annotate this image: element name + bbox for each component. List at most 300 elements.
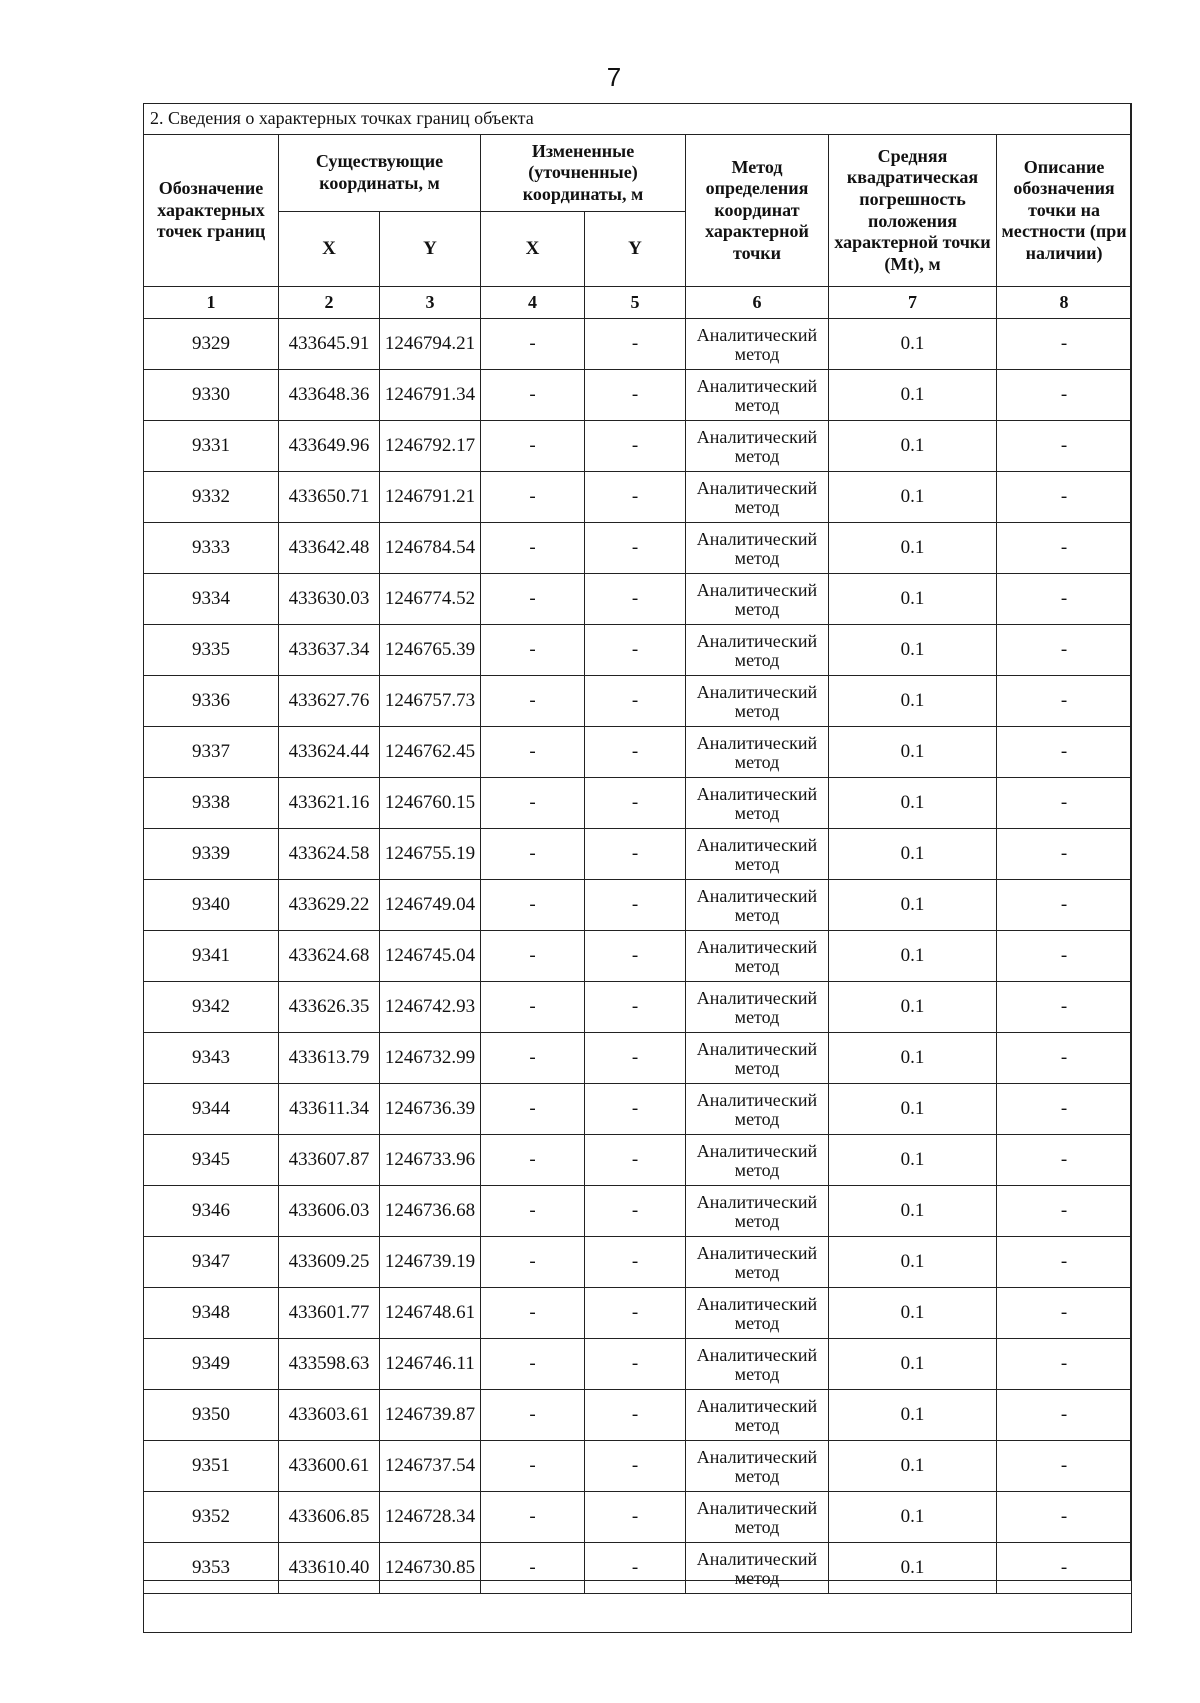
- cell-point-description: -: [997, 676, 1132, 727]
- cell-method: [686, 676, 829, 727]
- cell-existing-x: 433630.03: [279, 574, 380, 625]
- cell-changed-y: -: [585, 829, 686, 880]
- cell-point-description: -: [997, 472, 1132, 523]
- cell-point-designation: 9341: [144, 931, 279, 982]
- method-text: метод: [734, 1415, 780, 1435]
- cell-changed-y: -: [585, 1084, 686, 1135]
- method-text: Аналитический: [696, 427, 818, 448]
- cell-existing-x: 433649.96: [279, 421, 380, 472]
- table-row: [144, 370, 1132, 421]
- header-point-description: Описание обозначения точки на местности (при наличии): [997, 135, 1132, 287]
- cell-mean-square-error: 0.1: [829, 1135, 997, 1186]
- cell-mean-square-error: 0.1: [829, 1339, 997, 1390]
- cell-point-designation: 9348: [144, 1288, 279, 1339]
- method-text: метод: [734, 1109, 780, 1129]
- method-text: Аналитический: [696, 1294, 818, 1315]
- cell-changed-x: -: [481, 1186, 585, 1237]
- cell-point-description: -: [997, 370, 1132, 421]
- cell-point-description: -: [997, 931, 1132, 982]
- cell-point-designation: 9330: [144, 370, 279, 421]
- column-number: 6: [686, 287, 829, 319]
- column-number: 7: [829, 287, 997, 319]
- cell-point-designation: 9350: [144, 1390, 279, 1441]
- cell-changed-x: -: [481, 574, 585, 625]
- method-text: Аналитический: [696, 988, 818, 1009]
- cell-method: [686, 1339, 829, 1390]
- cell-method: [686, 1135, 829, 1186]
- table-row: [144, 1033, 1132, 1084]
- method-text: Аналитический: [696, 835, 818, 856]
- cell-point-designation: 9331: [144, 421, 279, 472]
- cell-changed-x: -: [481, 421, 585, 472]
- cell-point-description: -: [997, 1339, 1132, 1390]
- cell-existing-y: 1246742.93: [380, 982, 481, 1033]
- cell-existing-y: 1246739.87: [380, 1390, 481, 1441]
- cell-point-designation: 9343: [144, 1033, 279, 1084]
- cell-mean-square-error: 0.1: [829, 1084, 997, 1135]
- cell-mean-square-error: 0.1: [829, 574, 997, 625]
- cell-point-description: -: [997, 1441, 1132, 1492]
- method-text: Аналитический: [696, 631, 818, 652]
- cell-mean-square-error: 0.1: [829, 319, 997, 370]
- cell-changed-x: -: [481, 1390, 585, 1441]
- boundary-points-table: [143, 103, 1132, 1633]
- cell-point-description: -: [997, 319, 1132, 370]
- method-text: метод: [734, 1313, 780, 1333]
- cell-existing-x: 433600.61: [279, 1441, 380, 1492]
- method-text: метод: [734, 1568, 780, 1588]
- cell-existing-x: 433607.87: [279, 1135, 380, 1186]
- cell-changed-x: -: [481, 625, 585, 676]
- cell-existing-x: 433645.91: [279, 319, 380, 370]
- cell-point-designation: 9347: [144, 1237, 279, 1288]
- cell-point-designation: 9339: [144, 829, 279, 880]
- table-row: [144, 982, 1132, 1033]
- cell-method: [686, 1492, 829, 1543]
- cell-changed-y: -: [585, 319, 686, 370]
- cell-changed-y: -: [585, 1543, 686, 1594]
- cell-method: [686, 1390, 829, 1441]
- cell-point-description: -: [997, 1492, 1132, 1543]
- cell-changed-y: -: [585, 1339, 686, 1390]
- method-text: метод: [734, 1364, 780, 1384]
- cell-changed-y: -: [585, 472, 686, 523]
- column-number: 8: [997, 287, 1132, 319]
- cell-changed-x: -: [481, 1339, 585, 1390]
- header-point-designation: Обозначение характерных точек границ: [144, 135, 279, 287]
- table-row: [144, 1084, 1132, 1135]
- cell-method: [686, 727, 829, 778]
- cell-point-designation: 9334: [144, 574, 279, 625]
- method-text: Аналитический: [696, 1243, 818, 1264]
- cell-method: [686, 625, 829, 676]
- cell-changed-x: -: [481, 982, 585, 1033]
- cell-point-description: -: [997, 1135, 1132, 1186]
- table-row: [144, 1390, 1132, 1441]
- cell-method: [686, 1441, 829, 1492]
- cell-existing-y: 1246730.85: [380, 1543, 481, 1594]
- cell-existing-y: 1246746.11: [380, 1339, 481, 1390]
- cell-point-designation: 9352: [144, 1492, 279, 1543]
- cell-method: [686, 472, 829, 523]
- cell-point-description: -: [997, 1237, 1132, 1288]
- cell-changed-y: -: [585, 421, 686, 472]
- cell-existing-y: 1246732.99: [380, 1033, 481, 1084]
- cell-existing-x: 433629.22: [279, 880, 380, 931]
- method-text: метод: [734, 446, 780, 466]
- method-text: метод: [734, 344, 780, 364]
- table-row: [144, 676, 1132, 727]
- cell-method: [686, 523, 829, 574]
- cell-existing-y: 1246765.39: [380, 625, 481, 676]
- cell-point-description: -: [997, 1390, 1132, 1441]
- cell-point-designation: 9337: [144, 727, 279, 778]
- section-title-row: [144, 104, 1132, 135]
- cell-point-designation: 9351: [144, 1441, 279, 1492]
- cell-changed-x: -: [481, 778, 585, 829]
- cell-existing-y: 1246739.19: [380, 1237, 481, 1288]
- cell-existing-x: 433610.40: [279, 1543, 380, 1594]
- method-text: Аналитический: [696, 733, 818, 754]
- header-row-1: [144, 135, 1132, 212]
- table-row: [144, 727, 1132, 778]
- cell-point-description: -: [997, 625, 1132, 676]
- cell-existing-x: 433601.77: [279, 1288, 380, 1339]
- cell-changed-y: -: [585, 1492, 686, 1543]
- method-text: Аналитический: [696, 1192, 818, 1213]
- cell-changed-x: -: [481, 880, 585, 931]
- cell-point-designation: 9335: [144, 625, 279, 676]
- header-method: Метод определения координат характерной точки: [686, 135, 829, 287]
- method-text: Аналитический: [696, 784, 818, 805]
- cell-method: [686, 370, 829, 421]
- method-text: Аналитический: [696, 325, 818, 346]
- cell-method: [686, 319, 829, 370]
- method-text: метод: [734, 497, 780, 517]
- cell-point-designation: 9329: [144, 319, 279, 370]
- method-text: Аналитический: [696, 1090, 818, 1111]
- table-row: [144, 1543, 1132, 1594]
- cell-existing-y: 1246749.04: [380, 880, 481, 931]
- cell-existing-x: 433621.16: [279, 778, 380, 829]
- table-row: [144, 778, 1132, 829]
- cell-changed-y: -: [585, 574, 686, 625]
- method-text: метод: [734, 1466, 780, 1486]
- header-changed-x: X: [481, 212, 585, 287]
- method-text: метод: [734, 599, 780, 619]
- cell-existing-y: 1246792.17: [380, 421, 481, 472]
- cell-existing-y: 1246745.04: [380, 931, 481, 982]
- method-text: метод: [734, 956, 780, 976]
- cell-changed-x: -: [481, 1135, 585, 1186]
- cell-method: [686, 778, 829, 829]
- cell-existing-y: 1246774.52: [380, 574, 481, 625]
- cell-existing-y: 1246791.34: [380, 370, 481, 421]
- cell-changed-y: -: [585, 880, 686, 931]
- method-text: метод: [734, 1058, 780, 1078]
- cell-changed-y: -: [585, 1033, 686, 1084]
- cell-changed-x: -: [481, 727, 585, 778]
- blank-row: [144, 1594, 1132, 1633]
- cell-changed-y: -: [585, 1288, 686, 1339]
- cell-method: [686, 421, 829, 472]
- method-text: метод: [734, 752, 780, 772]
- cell-mean-square-error: 0.1: [829, 676, 997, 727]
- cell-point-designation: 9346: [144, 1186, 279, 1237]
- cell-changed-y: -: [585, 1390, 686, 1441]
- method-text: Аналитический: [696, 1345, 818, 1366]
- cell-method: [686, 1186, 829, 1237]
- method-text: Аналитический: [696, 1498, 818, 1519]
- cell-point-description: -: [997, 880, 1132, 931]
- cell-changed-x: -: [481, 676, 585, 727]
- method-text: метод: [734, 701, 780, 721]
- cell-mean-square-error: 0.1: [829, 880, 997, 931]
- cell-point-designation: 9344: [144, 1084, 279, 1135]
- cell-existing-x: 433603.61: [279, 1390, 380, 1441]
- method-text: Аналитический: [696, 1396, 818, 1417]
- cell-changed-x: -: [481, 931, 585, 982]
- column-number: 2: [279, 287, 380, 319]
- cell-existing-y: 1246794.21: [380, 319, 481, 370]
- method-text: метод: [734, 1517, 780, 1537]
- cell-mean-square-error: 0.1: [829, 1186, 997, 1237]
- method-text: Аналитический: [696, 1447, 818, 1468]
- cell-point-description: -: [997, 421, 1132, 472]
- method-text: Аналитический: [696, 580, 818, 601]
- cell-mean-square-error: 0.1: [829, 523, 997, 574]
- method-text: метод: [734, 650, 780, 670]
- method-text: Аналитический: [696, 937, 818, 958]
- cell-method: [686, 574, 829, 625]
- cell-existing-x: 433606.85: [279, 1492, 380, 1543]
- cell-point-description: -: [997, 1186, 1132, 1237]
- method-text: метод: [734, 1160, 780, 1180]
- method-text: Аналитический: [696, 376, 818, 397]
- cell-changed-x: -: [481, 1084, 585, 1135]
- cell-existing-x: 433624.68: [279, 931, 380, 982]
- method-text: метод: [734, 1262, 780, 1282]
- cell-mean-square-error: 0.1: [829, 829, 997, 880]
- cell-point-description: -: [997, 1288, 1132, 1339]
- table-row: [144, 1135, 1132, 1186]
- cell-point-description: -: [997, 829, 1132, 880]
- cell-changed-x: -: [481, 1441, 585, 1492]
- cell-point-designation: 9353: [144, 1543, 279, 1594]
- cell-changed-x: -: [481, 370, 585, 421]
- cell-changed-x: -: [481, 829, 585, 880]
- header-existing-coordinates: Существующие координаты, м: [279, 135, 481, 212]
- cell-method: [686, 829, 829, 880]
- method-text: метод: [734, 395, 780, 415]
- cell-changed-x: -: [481, 1543, 585, 1594]
- method-text: Аналитический: [696, 1039, 818, 1060]
- cell-changed-y: -: [585, 676, 686, 727]
- cell-mean-square-error: 0.1: [829, 778, 997, 829]
- method-text: метод: [734, 548, 780, 568]
- cell-changed-y: -: [585, 982, 686, 1033]
- cell-point-description: -: [997, 778, 1132, 829]
- cell-mean-square-error: 0.1: [829, 625, 997, 676]
- cell-mean-square-error: 0.1: [829, 1543, 997, 1594]
- cell-existing-x: 433626.35: [279, 982, 380, 1033]
- method-text: метод: [734, 854, 780, 874]
- method-text: Аналитический: [696, 478, 818, 499]
- cell-existing-x: 433650.71: [279, 472, 380, 523]
- cell-existing-x: 433627.76: [279, 676, 380, 727]
- header-changed-coordinates: Измененные (уточненные) координаты, м: [481, 135, 686, 212]
- cell-existing-y: 1246784.54: [380, 523, 481, 574]
- table-row: [144, 523, 1132, 574]
- cell-mean-square-error: 0.1: [829, 982, 997, 1033]
- cell-changed-y: -: [585, 1441, 686, 1492]
- cell-mean-square-error: 0.1: [829, 370, 997, 421]
- page-number: 7: [606, 62, 622, 92]
- cell-mean-square-error: 0.1: [829, 472, 997, 523]
- cell-method: [686, 1237, 829, 1288]
- cell-mean-square-error: 0.1: [829, 1237, 997, 1288]
- cell-point-description: -: [997, 523, 1132, 574]
- cell-changed-y: -: [585, 1186, 686, 1237]
- table-row: [144, 472, 1132, 523]
- method-text: Аналитический: [696, 1549, 818, 1570]
- method-text: метод: [734, 905, 780, 925]
- cell-existing-x: 433637.34: [279, 625, 380, 676]
- cell-changed-x: -: [481, 1288, 585, 1339]
- cell-point-description: -: [997, 1543, 1132, 1594]
- cell-existing-x: 433606.03: [279, 1186, 380, 1237]
- cell-point-designation: 9340: [144, 880, 279, 931]
- cell-existing-x: 433598.63: [279, 1339, 380, 1390]
- cell-changed-x: -: [481, 1237, 585, 1288]
- cell-point-designation: 9333: [144, 523, 279, 574]
- table-row: [144, 1339, 1132, 1390]
- column-number: 3: [380, 287, 481, 319]
- cell-existing-x: 433624.58: [279, 829, 380, 880]
- method-text: метод: [734, 1211, 780, 1231]
- table-row: [144, 421, 1132, 472]
- cell-point-description: -: [997, 574, 1132, 625]
- cell-point-designation: 9349: [144, 1339, 279, 1390]
- cell-mean-square-error: 0.1: [829, 421, 997, 472]
- cell-changed-y: -: [585, 931, 686, 982]
- cell-changed-y: -: [585, 523, 686, 574]
- cell-mean-square-error: 0.1: [829, 1441, 997, 1492]
- column-number: 5: [585, 287, 686, 319]
- cell-changed-x: -: [481, 319, 585, 370]
- cell-existing-x: 433609.25: [279, 1237, 380, 1288]
- header-mean-square-error: Средняя квадратическая погрешность положения характерной точки (Mt), м: [829, 135, 997, 287]
- cell-existing-y: 1246757.73: [380, 676, 481, 727]
- cell-changed-y: -: [585, 1237, 686, 1288]
- cell-existing-y: 1246737.54: [380, 1441, 481, 1492]
- header-existing-x: X: [279, 212, 380, 287]
- cell-mean-square-error: 0.1: [829, 1288, 997, 1339]
- cell-existing-y: 1246736.39: [380, 1084, 481, 1135]
- column-number: 4: [481, 287, 585, 319]
- method-text: Аналитический: [696, 1141, 818, 1162]
- cell-existing-y: 1246760.15: [380, 778, 481, 829]
- cell-existing-y: 1246755.19: [380, 829, 481, 880]
- cell-point-designation: 9342: [144, 982, 279, 1033]
- cell-changed-y: -: [585, 727, 686, 778]
- header-changed-y: Y: [585, 212, 686, 287]
- cell-mean-square-error: 0.1: [829, 1492, 997, 1543]
- header-existing-y: Y: [380, 212, 481, 287]
- cell-method: [686, 931, 829, 982]
- table-row: [144, 574, 1132, 625]
- cell-changed-y: -: [585, 778, 686, 829]
- blank-cell: [144, 1594, 1132, 1633]
- cell-point-description: -: [997, 1084, 1132, 1135]
- cell-existing-x: 433613.79: [279, 1033, 380, 1084]
- column-number-row: [144, 287, 1132, 319]
- cell-method: [686, 880, 829, 931]
- cell-point-description: -: [997, 1033, 1132, 1084]
- method-text: Аналитический: [696, 529, 818, 550]
- cell-existing-x: 433624.44: [279, 727, 380, 778]
- table-row: [144, 625, 1132, 676]
- cell-mean-square-error: 0.1: [829, 1390, 997, 1441]
- table-row: [144, 1237, 1132, 1288]
- table-row: [144, 1186, 1132, 1237]
- cell-mean-square-error: 0.1: [829, 931, 997, 982]
- cell-existing-y: 1246762.45: [380, 727, 481, 778]
- cell-point-designation: 9345: [144, 1135, 279, 1186]
- cell-changed-y: -: [585, 1135, 686, 1186]
- method-text: метод: [734, 1007, 780, 1027]
- method-text: Аналитический: [696, 682, 818, 703]
- cell-existing-y: 1246748.61: [380, 1288, 481, 1339]
- cell-method: [686, 982, 829, 1033]
- cell-method: [686, 1084, 829, 1135]
- cell-changed-x: -: [481, 472, 585, 523]
- cell-changed-x: -: [481, 523, 585, 574]
- cell-mean-square-error: 0.1: [829, 1033, 997, 1084]
- table-row: [144, 319, 1132, 370]
- cell-changed-y: -: [585, 625, 686, 676]
- cell-existing-x: 433642.48: [279, 523, 380, 574]
- cell-existing-y: 1246736.68: [380, 1186, 481, 1237]
- table-row: [144, 1441, 1132, 1492]
- cell-method: [686, 1543, 829, 1594]
- cell-changed-y: -: [585, 370, 686, 421]
- cell-point-description: -: [997, 982, 1132, 1033]
- cell-existing-x: 433648.36: [279, 370, 380, 421]
- cell-changed-x: -: [481, 1492, 585, 1543]
- table-row: [144, 880, 1132, 931]
- cell-point-description: -: [997, 727, 1132, 778]
- cell-existing-y: 1246733.96: [380, 1135, 481, 1186]
- table-row: [144, 1288, 1132, 1339]
- table-row: [144, 829, 1132, 880]
- section-title: 2. Сведения о характерных точках границ объекта: [144, 104, 1132, 135]
- table-row: [144, 931, 1132, 982]
- cell-existing-y: 1246791.21: [380, 472, 481, 523]
- cell-mean-square-error: 0.1: [829, 727, 997, 778]
- cell-changed-x: -: [481, 1033, 585, 1084]
- table-row: [144, 1492, 1132, 1543]
- method-text: метод: [734, 803, 780, 823]
- cell-point-designation: 9338: [144, 778, 279, 829]
- cell-point-designation: 9332: [144, 472, 279, 523]
- column-number: 1: [144, 287, 279, 319]
- cell-method: [686, 1033, 829, 1084]
- cell-existing-x: 433611.34: [279, 1084, 380, 1135]
- cell-method: [686, 1288, 829, 1339]
- cell-point-designation: 9336: [144, 676, 279, 727]
- method-text: Аналитический: [696, 886, 818, 907]
